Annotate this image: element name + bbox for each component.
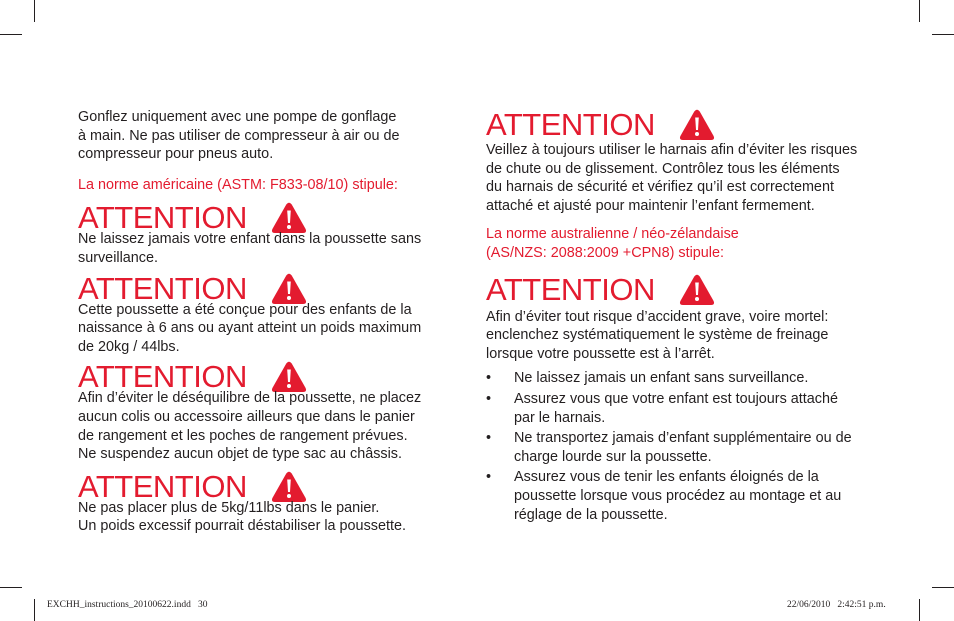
warning-triangle-icon xyxy=(271,471,307,503)
left-column xyxy=(78,108,458,536)
intro-text: Gonflez uniquement avec une pompe de gonflage à main. Ne pas utiliser de compresseur à air ou de compresseur pour pneus auto. xyxy=(78,109,400,163)
bullet-icon: • xyxy=(486,370,492,387)
crop-mark xyxy=(932,587,954,588)
attention-heading xyxy=(486,271,886,309)
bullet-icon: • xyxy=(486,430,492,447)
crop-mark xyxy=(0,34,22,35)
brake-warning-block xyxy=(486,271,886,364)
slug-date-info: 22/06/2010 2:42:51 p.m. xyxy=(787,600,886,610)
crop-mark xyxy=(932,34,954,35)
attention-word: ATTENTION xyxy=(78,359,247,395)
list-item: • Ne laissez jamais un enfant sans surveillance. xyxy=(486,370,809,387)
warning-text: Ne pas placer plus de 5kg/11lbs dans le panier. Un poids excessif pourrait déstabiliser la poussette. xyxy=(78,499,406,535)
warning-block-4 xyxy=(78,468,458,536)
harness-warning-block xyxy=(486,106,886,215)
warning-triangle-icon xyxy=(271,273,307,305)
list-item: • Assurez vous de tenir les enfants éloignés de la poussette lorsque vous procédez au montage et au réglage de la poussette. xyxy=(486,469,842,523)
warning-triangle-icon xyxy=(679,274,715,306)
warning-text: Ne laissez jamais votre enfant dans la poussette sans surveillance. xyxy=(78,231,422,266)
crop-mark xyxy=(919,599,920,621)
warning-block-3 xyxy=(78,358,458,463)
crop-mark xyxy=(34,0,35,22)
warning-text: Cette poussette a été conçue pour des enfants de la naissance à 6 ans ou ayant atteint un poids maximum de 20kg / 44lbs. xyxy=(78,301,422,355)
list-item: • Ne transportez jamais d’enfant supplémentaire ou de charge lourde sur la poussette. xyxy=(486,430,852,465)
crop-mark xyxy=(0,587,22,588)
warning-block-1 xyxy=(78,199,458,267)
us-standard-label: La norme américaine (ASTM: F833-08/10) stipule: xyxy=(78,176,398,193)
bullet-icon: • xyxy=(486,469,492,486)
warning-block-2 xyxy=(78,270,458,357)
bullet-icon: • xyxy=(486,390,492,407)
warning-text: Veillez à toujours utiliser le harnais afin d’éviter les risques de chute ou de glissement. Contrôlez tous les éléments du harnais de sécurité et vérifiez qu’il est correctement attaché et ajusté pour maintenir l’enfant fermement. xyxy=(486,142,858,214)
slug-file-info: EXCHH_instructions_20100622.indd 30 xyxy=(47,600,208,610)
crop-mark xyxy=(34,599,35,621)
warning-text: Afin d’éviter le déséquilibre de la poussette, ne placez aucun colis ou accessoire ailleurs que dans le panier de rangement et les poches de rangement prévues. Ne suspendez aucun objet de type sac au châssis. xyxy=(78,390,422,463)
attention-word: ATTENTION xyxy=(78,468,247,504)
attention-heading xyxy=(486,106,886,144)
attention-word: ATTENTION xyxy=(78,270,247,306)
warning-text: Afin d’éviter tout risque d’accident grave, voire mortel: enclenchez systématiquement le système de freinage lorsque votre poussette est à l’arrêt. xyxy=(486,308,829,362)
crop-mark xyxy=(919,0,920,22)
list-item: • Assurez vous que votre enfant est toujours attaché par le harnais. xyxy=(486,390,838,426)
safety-bullet-list xyxy=(486,369,886,524)
attention-word: ATTENTION xyxy=(486,107,655,142)
right-column xyxy=(486,106,886,526)
warning-triangle-icon xyxy=(679,109,715,141)
attention-word: ATTENTION xyxy=(78,200,247,236)
au-nz-standard-label: La norme australienne / néo-zélandaise (AS/NZS: 2088:2009 +CPN8) stipule: xyxy=(486,226,739,261)
attention-word: ATTENTION xyxy=(486,271,655,307)
